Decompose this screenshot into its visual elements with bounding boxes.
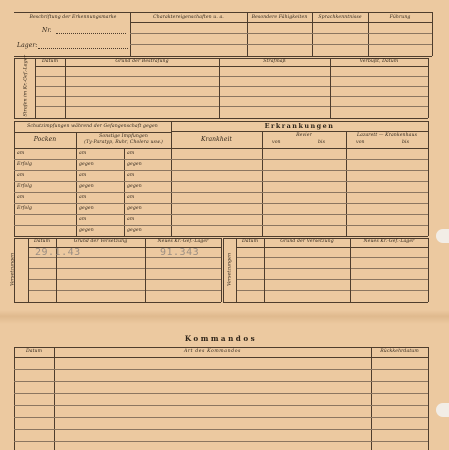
impf-row-5-left: am (17, 195, 25, 200)
impf-row-4-b: gegen (127, 184, 142, 189)
sonstige-impfungen-sub: (Ty-Paratyp, Ruhr, Cholera usw.) (84, 140, 163, 145)
versetzung-col-grund-right: Grund der Versetzung (280, 239, 334, 244)
strafen-col-grund: Grund der Bestrafung (115, 59, 169, 64)
lazarett-von-label: von (356, 140, 365, 145)
impf-row-6-b: gegen (127, 206, 142, 211)
strafen-col-verbuesst: Verbüßt, Datum (359, 59, 399, 64)
erkennungsmarke-label: Beschriftung der Erkennungsmarke (29, 15, 117, 20)
fold-crease (0, 310, 449, 324)
charakter-label: Charaktereigenschaften u. a. (153, 15, 224, 20)
krankheit-label: Krankheit (200, 136, 233, 143)
impf-row-2-b: gegen (127, 162, 142, 167)
impf-row-3-left: am (17, 173, 25, 178)
impf-row-7-b: am (127, 217, 135, 222)
impf-row-2-a: gegen (79, 162, 94, 167)
versetzung-col-datum-right: Datum (241, 239, 259, 244)
revier-label: Revier (296, 133, 312, 138)
impf-row-8-b: gegen (127, 228, 142, 233)
impf-row-3-b: am (127, 173, 135, 178)
punch-hole-upper (436, 229, 449, 243)
versetzung-col-lager-right: Neues Kr.-Gef.-Lager (363, 239, 415, 244)
impf-row-1-b: am (127, 151, 135, 156)
impf-row-8-a: gegen (79, 228, 94, 233)
kommandos-title: Kommandos (184, 334, 258, 343)
versetzung-col-datum-left: Datum (33, 239, 51, 244)
nr-field[interactable] (56, 33, 126, 34)
faehigkeiten-label: Besondere Fähigkeiten (251, 15, 308, 20)
nr-label: Nr. (42, 27, 52, 34)
kommandos-col-art: Art des Kommandos (183, 349, 242, 354)
impf-row-1-a: am (79, 151, 87, 156)
punch-hole-lower (436, 403, 449, 417)
kommandos-col-rueckkehr: Rückkehrdatum (380, 349, 419, 354)
strafen-col-strafmass: Strafmaß (263, 59, 286, 64)
impf-row-7-a: am (79, 217, 87, 222)
impf-row-4-left: Erfolg (17, 184, 33, 189)
sprach-label: Sprachkenntnisse (318, 15, 362, 20)
sonstige-impfungen-label: Sonstige Impfungen (99, 134, 148, 139)
kommandos-col-datum: Datum (25, 349, 43, 354)
lazarett-bis-label: bis (402, 140, 410, 145)
revier-bis-label: bis (318, 140, 326, 145)
impf-row-6-left: Erfolg (17, 206, 33, 211)
versetzung-entry-date: 29.1.43 (35, 247, 81, 258)
lazarett-label: Lazarett — Krankenhaus (356, 133, 418, 138)
impfungen-title: Schutzimpfungen während der Gefangenschaft gegen (27, 124, 158, 129)
erkrankungen-title: Erkrankungen (264, 122, 335, 130)
pocken-label: Pocken (33, 136, 57, 143)
impf-row-3-a: am (79, 173, 87, 178)
impf-row-5-b: am (127, 195, 135, 200)
impf-row-6-a: gegen (79, 206, 94, 211)
impf-row-1-left: am (17, 151, 25, 156)
revier-von-label: von (272, 140, 281, 145)
strafen-col-datum: Datum (41, 59, 59, 64)
lager-label: Lager: (17, 42, 38, 49)
versetzungen-side-label-right: Versetzungen (227, 252, 233, 287)
impf-row-5-a: am (79, 195, 87, 200)
impf-row-2-left: Erfolg (17, 162, 33, 167)
strafen-side-label: Strafen im Kr.-Gef.-Lager (23, 55, 29, 117)
lager-field[interactable] (38, 48, 128, 49)
versetzung-col-grund-left: Grund der Versetzung (73, 239, 128, 244)
versetzung-col-lager-left: Neues Kr.-Gef.-Lager (157, 239, 209, 244)
versetzung-entry-lager: 91.343 (160, 247, 200, 258)
impf-row-4-a: gegen (79, 184, 94, 189)
versetzungen-side-label-left: Versetzungen (10, 252, 16, 287)
fuehrung-label: Führung (389, 15, 411, 20)
